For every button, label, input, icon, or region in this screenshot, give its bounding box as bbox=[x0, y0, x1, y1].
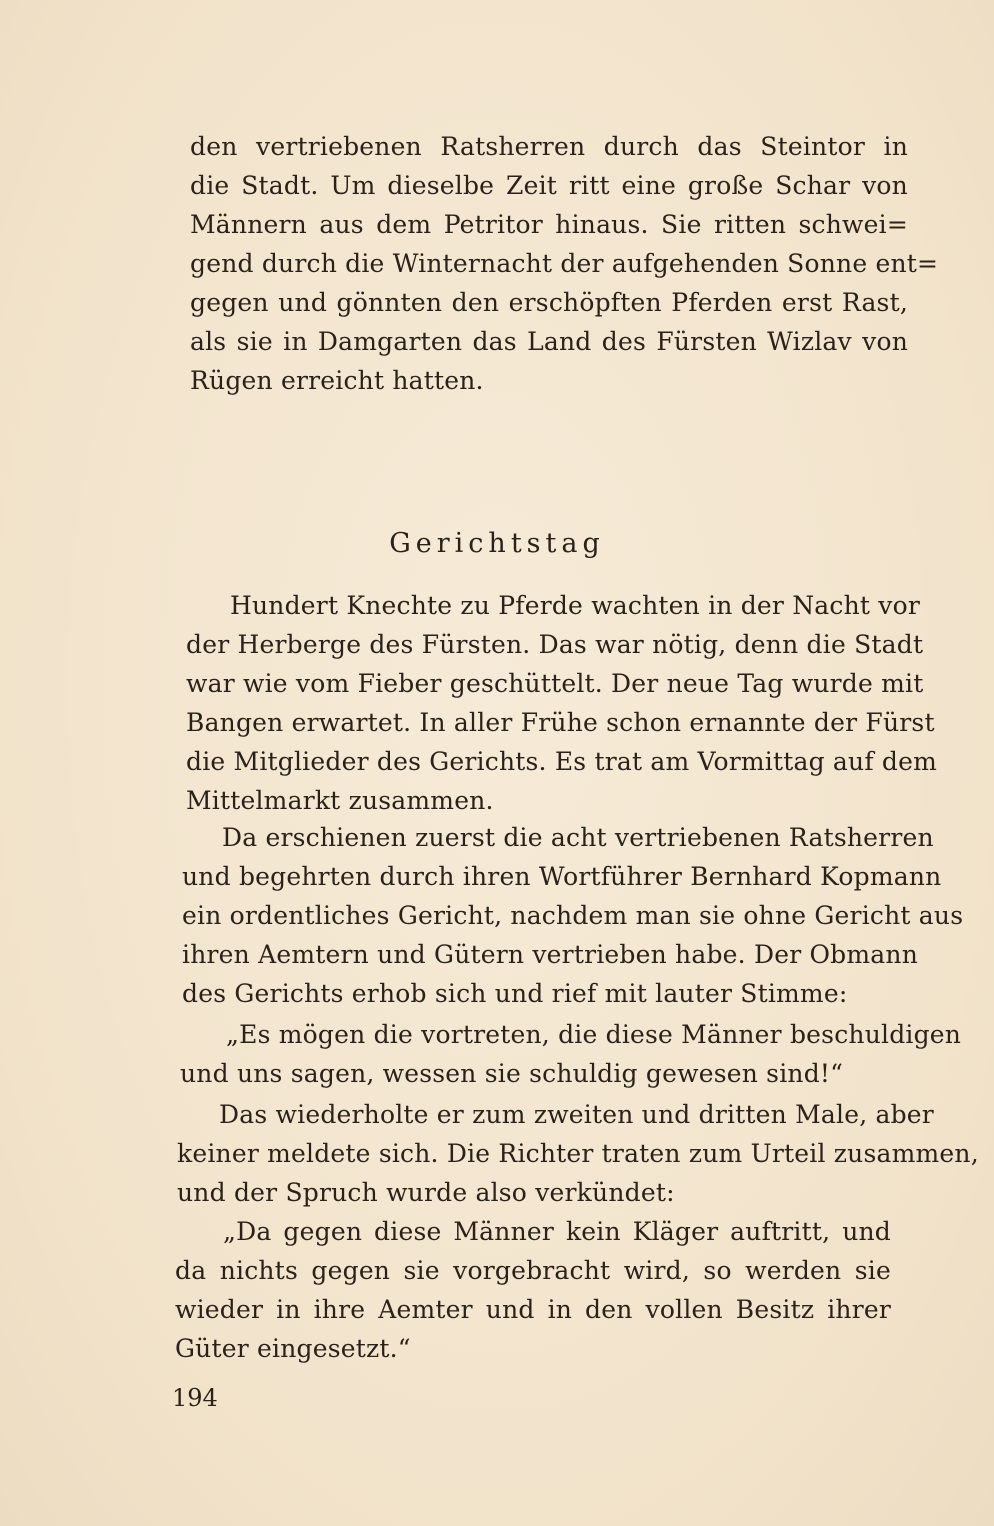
text-line: die Stadt. Um dieselbe Zeit ritt eine große Schar von bbox=[190, 171, 908, 200]
text-line: war wie vom Fieber geschüttelt. Der neue Tag wurde mit bbox=[186, 669, 924, 698]
text-line: gegen und gönnten den erschöpften Pferden erst Rast, bbox=[190, 288, 908, 317]
text-line: und begehrten durch ihren Wortführer Bernhard Kopmann bbox=[182, 862, 942, 891]
text-line: Männern aus dem Petritor hinaus. Sie ritten schwei= bbox=[190, 210, 908, 239]
text-line: den vertriebenen Ratsherren durch das Steintor in bbox=[190, 132, 908, 161]
paragraph bbox=[186, 586, 938, 820]
text-line: ein ordentliches Gericht, nachdem man sie ohne Gericht aus bbox=[182, 901, 964, 930]
text-line: Mittelmarkt zusammen. bbox=[186, 786, 494, 815]
text-line: wieder in ihre Aemter und in den vollen Besitz ihrer bbox=[175, 1295, 891, 1324]
intro-paragraph bbox=[190, 127, 939, 400]
text-line: Hundert Knechte zu Pferde wachten in der Nacht vor bbox=[230, 591, 921, 620]
section-heading: Gerichtstag bbox=[389, 528, 605, 559]
text-line: die Mitglieder des Gerichts. Es trat am Vormittag auf dem bbox=[186, 747, 938, 776]
paragraph bbox=[177, 1095, 979, 1212]
text-line: ihren Aemtern und Gütern vertrieben habe. Der Obmann bbox=[182, 940, 918, 969]
text-line: und uns sagen, wessen sie schuldig gewesen sind!“ bbox=[180, 1059, 844, 1088]
text-line: Bangen erwartet. In aller Frühe schon ernannte der Fürst bbox=[186, 708, 935, 737]
text-line: da nichts gegen sie vorgebracht wird, so werden sie bbox=[175, 1256, 891, 1285]
paragraph bbox=[182, 818, 964, 1013]
text-line: Rügen erreicht hatten. bbox=[190, 366, 484, 395]
quote-paragraph bbox=[180, 1015, 962, 1093]
text-line: „Da gegen diese Männer kein Kläger auftritt, und bbox=[223, 1217, 891, 1246]
quote-paragraph bbox=[175, 1212, 891, 1368]
text-line: als sie in Damgarten das Land des Fürsten Wizlav von bbox=[190, 327, 908, 356]
text-line: „Es mögen die vortreten, die diese Männer beschuldigen bbox=[226, 1020, 962, 1049]
text-line: keiner meldete sich. Die Richter traten zum Urteil zusammen, bbox=[177, 1139, 979, 1168]
text-line: der Herberge des Fürsten. Das war nötig, denn die Stadt bbox=[186, 630, 924, 659]
text-line: gend durch die Winternacht der aufgehenden Sonne ent= bbox=[190, 249, 939, 278]
text-line: Das wiederholte er zum zweiten und dritten Male, aber bbox=[219, 1100, 934, 1129]
text-line: und der Spruch wurde also verkündet: bbox=[177, 1178, 675, 1207]
text-line: Da erschienen zuerst die acht vertriebenen Ratsherren bbox=[222, 823, 934, 852]
text-line: Güter eingesetzt.“ bbox=[175, 1334, 411, 1363]
text-line: des Gerichts erhob sich und rief mit lauter Stimme: bbox=[182, 979, 848, 1008]
page-number: 194 bbox=[172, 1384, 218, 1412]
